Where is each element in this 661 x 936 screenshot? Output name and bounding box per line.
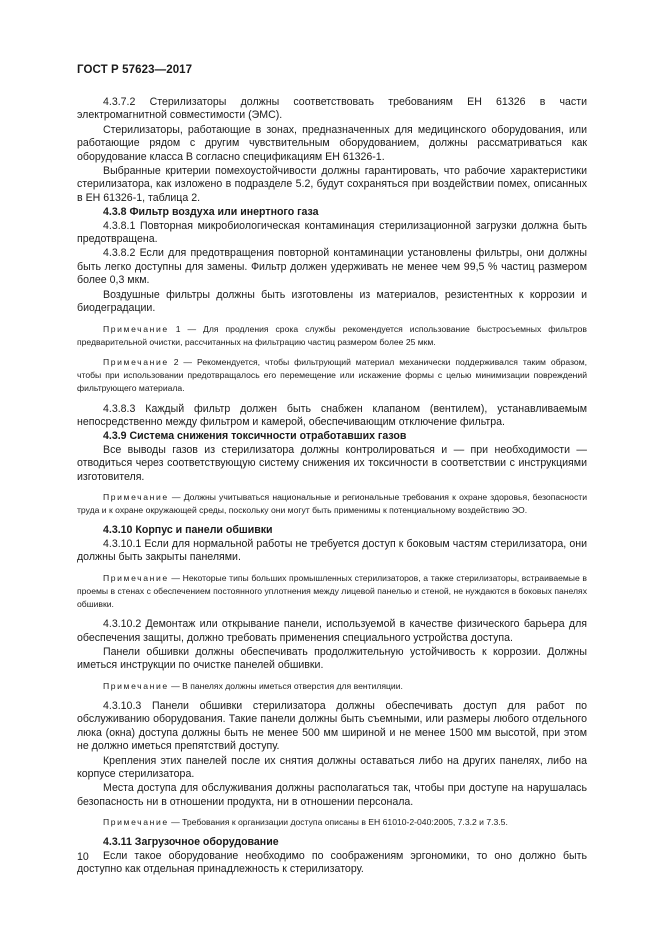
note-1 — [77, 323, 587, 349]
paragraph: Места доступа для обслуживания должны располагаться так, чтобы при доступе на нарушалась безопасность ни в отношении продукта, ни в отношении персонала. — [77, 782, 587, 808]
note-label: Примечание — [103, 491, 169, 502]
document-header: ГОСТ Р 57623—2017 — [77, 64, 193, 76]
paragraph-4-3-8-3: 4.3.8.3 Каждый фильтр должен быть снабжен клапаном (вентилем), устанавливаемым непосредственно между фильтром и камерой, обеспечивающим отключение фильтра. — [77, 402, 587, 428]
note-2 — [77, 356, 587, 396]
note-3 — [77, 491, 587, 517]
section-heading-4-3-10: 4.3.10 Корпус и панели обшивки — [103, 524, 273, 537]
paragraph-4-3-7-2: 4.3.7.2 Стерилизаторы должны соответствовать требованиям ЕН 61326 в части электромагнитной совместимости (ЭМС). — [77, 96, 587, 122]
note-5 — [77, 680, 587, 693]
paragraph-4-3-8-2: 4.3.8.2 Если для предотвращения повторной контаминации установлены фильтры, они должны быть легко доступны для замены. Фильтр должен удерживать не менее чем 99,5 % частиц размером более 0,3 мкм. — [77, 247, 587, 287]
note-label: Примечание — [103, 680, 169, 691]
paragraph-4-3-10-1: 4.3.10.1 Если для нормальной работы не требуется доступ к боковым частям стерилизатора, они должны быть закрыты панелями. — [77, 537, 587, 564]
paragraph: Если такое оборудование необходимо по соображениям эргономики, то оно должно быть доступно как отдельная принадлежность к стерилизатору. — [77, 849, 587, 876]
paragraph: Все выводы газов из стерилизатора должны контролироваться и — при необходимости — отводиться через соответствующую систему снижения их токсичности в соответствии с инструкциями изготовителя. — [77, 443, 587, 483]
note-4 — [77, 572, 587, 612]
note-6 — [77, 816, 587, 829]
paragraph: Панели обшивки должны обеспечивать продолжительную устойчивость к коррозии. Должны иметься инструкции по очистке панелей обшивки. — [77, 646, 587, 672]
section-heading-4-3-9: 4.3.9 Система снижения токсичности отработавших газов — [103, 430, 407, 443]
note-text: — В панелях должны иметься отверстия для вентиляции. — [168, 680, 403, 691]
note-text: — Должны учитываться национальные и региональные требования к охране здоровья, безопасности труда и к охране окружающей среды, поскольку они могут быть применимы к потенциальному воздействию ЭО. — [77, 491, 587, 516]
paragraph: Стерилизаторы, работающие в зонах, предназначенных для медицинского оборудования, или работающие рядом с другим чувствительным оборудованием, должны рассматриваться как оборудование класса В согласно спецификациям ЕН 61326-1. — [77, 123, 587, 163]
note-text: — Некоторые типы больших промышленных стерилизаторов, а также стерилизаторы, встраиваемые в проемы в стенах с обеспечением постоянного уплотнения между лицевой панелью и стеной, не нуждаются в боковых панелях обшивки. — [77, 572, 587, 609]
paragraph: Крепления этих панелей после их снятия должны оставаться либо на других панелях, либо на корпусе стерилизатора. — [77, 754, 587, 781]
note-label: Примечание — [103, 572, 169, 583]
paragraph-4-3-10-2: 4.3.10.2 Демонтаж или открывание панели, используемой в качестве физического барьера для обеспечения защиты, должно требовать применения специального устройства доступа. — [77, 618, 587, 644]
note-text: 2 — Рекомендуется, чтобы фильтрующий материал механически поддерживался таким образом, чтобы при использовании предотвращалось его перемещение или искажение формы с целью минимизации повреждений фильтрующего материала. — [77, 356, 587, 394]
document-body — [77, 96, 587, 877]
note-label: Примечание — [103, 817, 169, 828]
note-label: Примечание — [103, 356, 169, 367]
note-text: 1 — Для продления срока службы рекомендуется использование быстросъемных фильтров предварительной очистки, рассчитанных на фильтрацию частиц размером более 25 мкм. — [77, 323, 587, 347]
page-number: 10 — [77, 851, 89, 863]
paragraph-4-3-8-1: 4.3.8.1 Повторная микробиологическая контаминация стерилизационной загрузки должна быть предотвращена. — [77, 219, 587, 246]
paragraph: Воздушные фильтры должны быть изготовлены из материалов, резистентных к коррозии и биодеградации. — [77, 288, 587, 315]
note-label: Примечание — [103, 323, 169, 334]
paragraph: Выбранные критерии помехоустойчивости должны гарантировать, что рабочие характеристики стерилизатора, как изложено в подразделе 5.2, будут сохраняться при воздействии помех, описанных в ЕН 61326-1, таблица 2. — [77, 165, 587, 204]
section-heading-4-3-11: 4.3.11 Загрузочное оборудование — [103, 836, 279, 849]
section-heading-4-3-8: 4.3.8 Фильтр воздуха или инертного газа — [103, 206, 319, 219]
paragraph-4-3-10-3: 4.3.10.3 Панели обшивки стерилизатора должны обеспечивать доступ для работ по обслуживанию оборудования. Такие панели должны быть съемными, или размеры любого отдельного люка (окна) доступа должны быть не менее 500 мм шириной и не менее 1500 мм высотой, при этом не должно иметься препятствий доступу. — [77, 700, 587, 753]
note-text: — Требования к организации доступа описаны в ЕН 61010-2-040:2005, 7.3.2 и 7.3.5. — [168, 817, 508, 828]
